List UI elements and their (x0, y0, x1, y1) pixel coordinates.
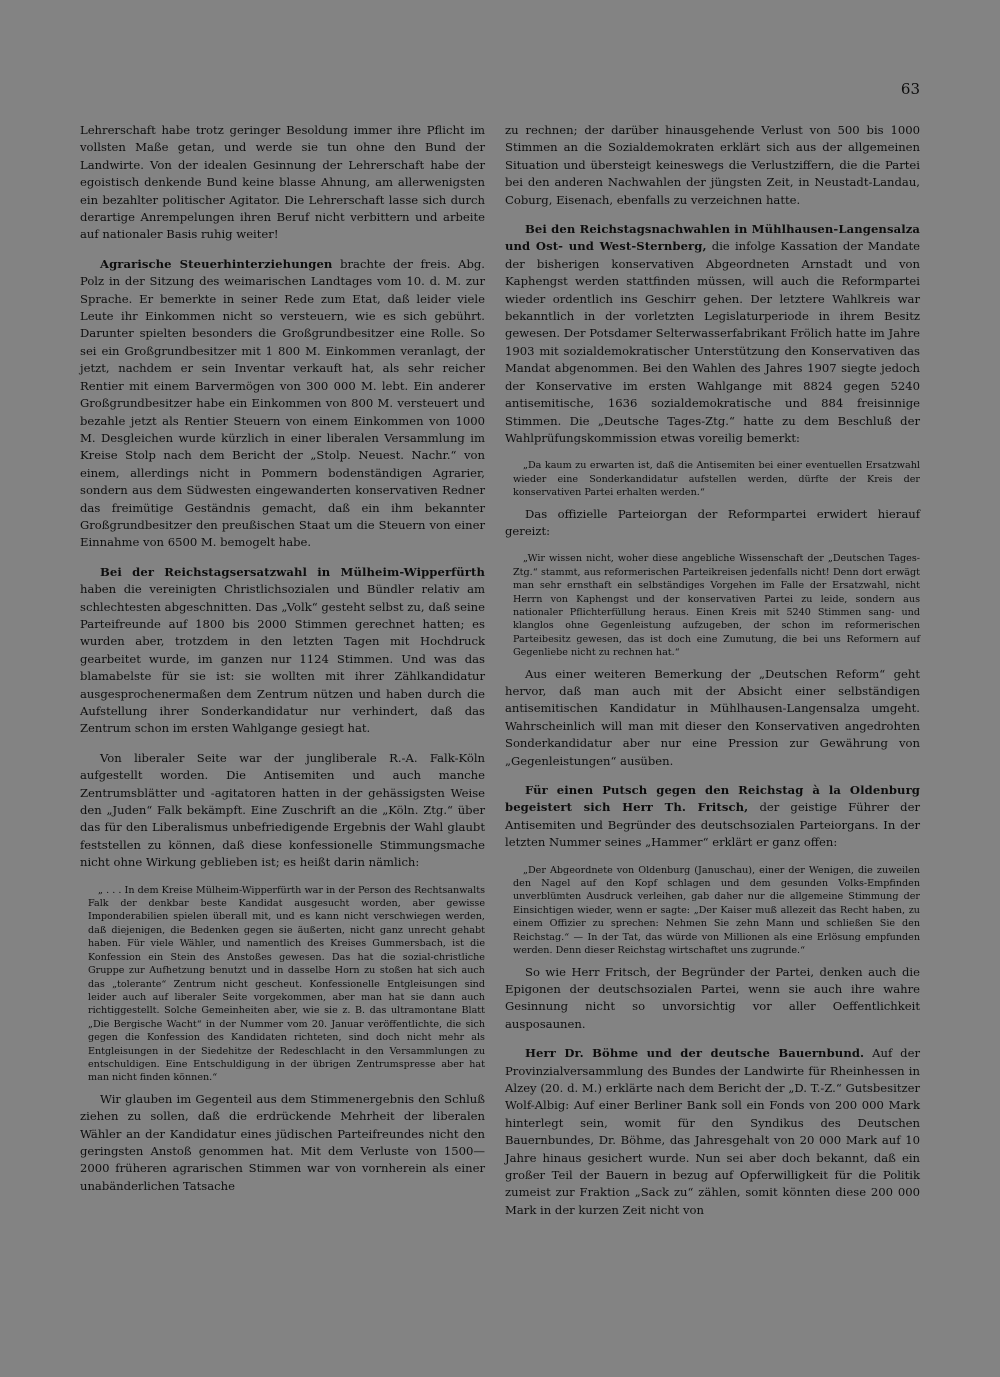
right-column (505, 122, 920, 1231)
right-heading-7: Herr Dr. Böhme und der deutsche Bauernbund. (525, 1046, 865, 1061)
left-paragraph-4: Von liberaler Seite war der jungliberale R.-A. Falk-Köln aufgestellt worden. Die Antisemiten und auch manche Zentrumsblätter und -agitatoren hatten in der gehässigsten Weise den „Juden“ Falk bekämpft. Eine Zuschrift an die „Köln. Ztg.“ über das für den Liberalismus unbefriedigende Ergebnis der Wahl glaubt feststellen zu können, daß diese konfessionelle Stimmungsmache nicht ohne Wirkung geblieben ist; es heißt darin nämlich: (80, 750, 485, 870)
left-paragraph-1: Lehrerschaft habe trotz geringer Besoldung immer ihre Pflicht im vollsten Maße getan, und werde sie tun ohne den Bund der Landwirte. Von der idealen Gesinnung der Lehrerschaft habe der egoistisch denkende Bund keine blasse Ahnung, am allerwenigsten ein bezahlter politischer Agitator. Die Lehrerschaft lasse sich durch derartige Anrempelungen ihren Beruf nicht verbittern und arbeite auf nationaler Basis ruhig weiter! (80, 123, 485, 242)
right-paragraph-4: Aus einer weiteren Bemerkung der „Deutschen Reform“ geht hervor, daß man auch mit der Absicht einer selbständigen antisemitischen Kandidatur in Mühlhausen-Langensalza umgeht. Wahrscheinlich will man mit dieser den Konservativen angedrohten Sonderkandidatur aber nur eine Pression zur Gewährung von „Gegenleistungen“ ausüben. (505, 666, 920, 768)
left-column (80, 122, 485, 1207)
right-paragraph-7 (505, 1045, 920, 1219)
left-heading-2: Agrarische Steuerhinterziehungen (100, 256, 333, 271)
right-heading-2: Bei den Reichstagsnachwahlen in Mühlhausen-Langensalza und Ost- und West-Sternberg, (505, 222, 920, 254)
left-quote-1: „ . . . In dem Kreise Mülheim-Wipperfürth war in der Person des Rechtsanwalts Falk der denkbar beste Kandidat ausgesucht worden, aber gewisse Imponderabilien spielen überall mit, und es kann nicht verschwiegen werden, daß diejenigen, die Bedenken gegen sie äußerten, nicht ganz unrecht gehabt haben. Für viele Wähler, und namentlich des Kreises Gummersbach, ist die Konfession ein Stein des Anstoßes gewesen. Das hat die sozial-christliche Gruppe zur Aufhetzung benutzt und in dasselbe Horn zu stoßen hat sich auch das „tolerante“ Zentrum nicht gescheut. Konfessionelle Entgleisungen sind leider auch auf liberaler Seite vorgekommen, aber man hat sie dann auch richtiggestellt. Solche Gemeinheiten aber, wie sie z. B. das ultramontane Blatt „Die Bergische Wacht“ in der Nummer vom 20. Januar veröffentlichte, die sich gegen die Konfession des Kandidaten richteten, sind doch nicht mehr als Entgleisungen in der Siedehitze der Redeschlacht in den Versammlungen zu entschuldigen. Eine Entschuldigung in der übrigen Zentrumspresse aber hat man nicht finden können.“ (88, 884, 485, 1084)
left-paragraph-5: Wir glauben im Gegenteil aus dem Stimmenergebnis den Schluß ziehen zu sollen, daß die erdrückende Mehrheit der liberalen Wähler an der Kandidatur eines jüdischen Parteifreundes nicht den geringsten Anstoß genommen hat. Mit dem Verluste von 1500—2000 früheren agrarischen Stimmen war von vornherein als einer unabänderlichen Tatsache (80, 1091, 485, 1193)
right-paragraph-5 (505, 782, 920, 852)
right-quote-1: „Da kaum zu erwarten ist, daß die Antisemiten bei einer eventuellen Ersatzwahl wieder eine Sonderkandidatur aufstellen werden, dürfte der Kreis der konservativen Partei erhalten werden.“ (513, 460, 920, 499)
right-paragraph-3: Das offizielle Parteiorgan der Reformpartei erwidert hierauf gereizt: (505, 506, 920, 538)
left-paragraph-2 (80, 256, 485, 552)
left-text-3: haben die vereinigten Christlichsozialen und Bündler relativ am schlechtesten abgeschnitten. Das „Volk“ gesteht selbst zu, daß seine Parteifreunde auf 1800 bis 2000 Stimmen gerechnet hatten; es wurden aber, trotzdem in den letzten Tagen mit Hochdruck gearbeitet wurde, im ganzen nur 1124 Stimmen. Und was das blamabelste für sie ist: sie wollten mit ihrer Zählkandidatur ausgesprochenermaßen dem Zentrum nützen und haben durch die Aufstellung ihrer Sonderkandidatur nur verhindert, daß das Zentrum schon im ersten Wahlgange gesiegt hat. (80, 582, 485, 736)
right-quote-3: „Der Abgeordnete von Oldenburg (Januschau), einer der Wenigen, die zuweilen den Nagel auf den Kopf schlagen und dem gesunden Volks-Empfinden unverblümten Ausdruck verleihen, gab daher nur die allgemeine Stimmung der Einsichtigen wieder, wenn er sagte: „Der Kaiser muß allezeit das Recht haben, zu einem Offizier zu sprechen: Nehmen Sie zehn Mann und schließen Sie den Reichstag.“ — In der Tat, das würde von Millionen als eine Erlösung empfunden werden. Denn dieser Reichstag wirtschaftet uns zugrunde.“ (513, 864, 920, 957)
right-paragraph-1: zu rechnen; der darüber hinausgehende Verlust von 500 bis 1000 Stimmen an die Sozialdemokraten erklärt sich aus der allgemeinen Situation und übersteigt keineswegs die Verlustziffern, die die Partei bei den anderen Nachwahlen der jüngsten Zeit, in Neustadt-Landau, Coburg, Eisenach, ebenfalls zu verzeichnen hatte. (505, 123, 920, 207)
right-paragraph-2 (505, 221, 920, 447)
right-text-2: die infolge Kassation der Mandate der bisherigen konservativen Abgeordneten Arnstadt und von Kaphengst werden stattfinden müssen, will auch die Reformpartei wieder ordentlich ins Geschirr gehen. Der letztere Wahlkreis war bekanntlich in der vorletzten Legislaturperiode in ihrem Besitz gewesen. Der Potsdamer Selterwasserfabrikant Frölich hatte im Jahre 1903 mit sozialdemokratischer Unterstützung den Konservativen das Mandat abgenommen. Bei den Wahlen des Jahres 1907 siegte jedoch der Konservative im ersten Wahlgange mit 8824 gegen 5240 antisemitische, 1636 sozialdemokratische und 884 freisinnige Stimmen. Die „Deutsche Tages-Ztg.“ hatte zu dem Beschluß der Wahlprüfungskommission etwas voreilig bemerkt: (505, 239, 921, 445)
right-paragraph-6: So wie Herr Fritsch, der Begründer der Partei, denken auch die Epigonen der deutschsozialen Partei, wenn sie auch ihre wahre Gesinnung nicht so unvorsichtig vor aller Oeffentlichkeit ausposaunen. (505, 964, 920, 1031)
left-paragraph-3 (80, 564, 485, 738)
right-text-5: der geistige Führer der Antisemiten und Begründer des deutschsozialen Parteiorgans. In der letzten Nummer seines „Hammer“ erklärt er ganz offen: (505, 800, 920, 850)
left-heading-3: Bei der Reichstagsersatzwahl in Mülheim-Wipperfürth (100, 564, 485, 579)
right-text-7: Auf der Provinzialversammlung des Bundes der Landwirte für Rheinhessen in Alzey (20. d. M.) erklärte nach dem Bericht der „D. T.-Z.“ Gutsbesitzer Wolf-Albig: Auf einer Berliner Bank soll ein Fonds von 200 000 Mark hinterlegt sein, womit für den Syndikus des Deutschen Bauernbundes, Dr. Böhme, das Jahresgehalt von 20 000 Mark auf 10 Jahre hinaus gesichert wurde. Nun sei aber doch bekannt, daß ein großer Teil der Bauern in bezug auf Opferwilligkeit für die Politik zumeist zur Fraktion „Sack zu“ zählen, somit könnten diese 200 000 Mark in der kurzen Zeit nicht von (505, 1046, 920, 1217)
right-heading-5: Für einen Putsch gegen den Reichstag à la Oldenburg begeistert sich Herr Th. Fritsch, (505, 783, 920, 815)
page-number: 63 (900, 80, 920, 98)
right-quote-2: „Wir wissen nicht, woher diese angebliche Wissenschaft der „Deutschen Tages-Ztg.“ stammt, aus reformerischen Parteikreisen jedenfalls nicht! Denn dort erwägt man sehr ernsthaft ein selbständiges Vorgehen im Falle der Ersatzwahl, nicht Herrn von Kaphengst und der konservativen Partei zu leide, sondern aus nationaler Pflichterfüllung heraus. Einen Kreis mit 5240 Stimmen sang- und klanglos ohne Gegenleistung aufzugeben, der schon im reformerischen Parteibesitz gewesen, das ist doch eine Zumutung, die bei uns Reformern auf Gegenliebe nicht zu rechnen hat.“ (513, 553, 920, 659)
left-text-2: brachte der freis. Abg. Polz in der Sitzung des weimarischen Landtages vom 10. d. M. zur Sprache. Er bemerkte in seiner Rede zum Etat, daß leider viele Leute ihr Einkommen nicht so versteuern, wie es sich gebührt. Darunter spielten besonders die Großgrundbesitzer eine Rolle. So sei ein Großgrundbesitzer mit 1 800 M. Einkommen veranlagt, der jetzt, nachdem er sein Inventar verkauft hat, als sehr reicher Rentier mit einem Barvermögen von 300 000 M. lebt. Ein anderer Großgrundbesitzer habe ein Einkommen von 800 M. versteuert und bezahle jetzt als Rentier Steuern von einem Einkommen von 1000 M. Desgleichen wurde kürzlich in einer liberalen Versammlung im Kreise Stolp nach dem Bericht der „Stolp. Neuest. Nachr.“ von einem, allerdings nicht in Pommern bodenständigen Agrarier, sondern aus dem Südwesten eingewanderten konservativen Redner das freimütige Geständnis gemacht, daß ein ihm bekannter Großgrundbesitzer den preußischen Staat um die Steuern von einer Einnahme von 6500 M. bemogelt habe. (80, 256, 485, 550)
